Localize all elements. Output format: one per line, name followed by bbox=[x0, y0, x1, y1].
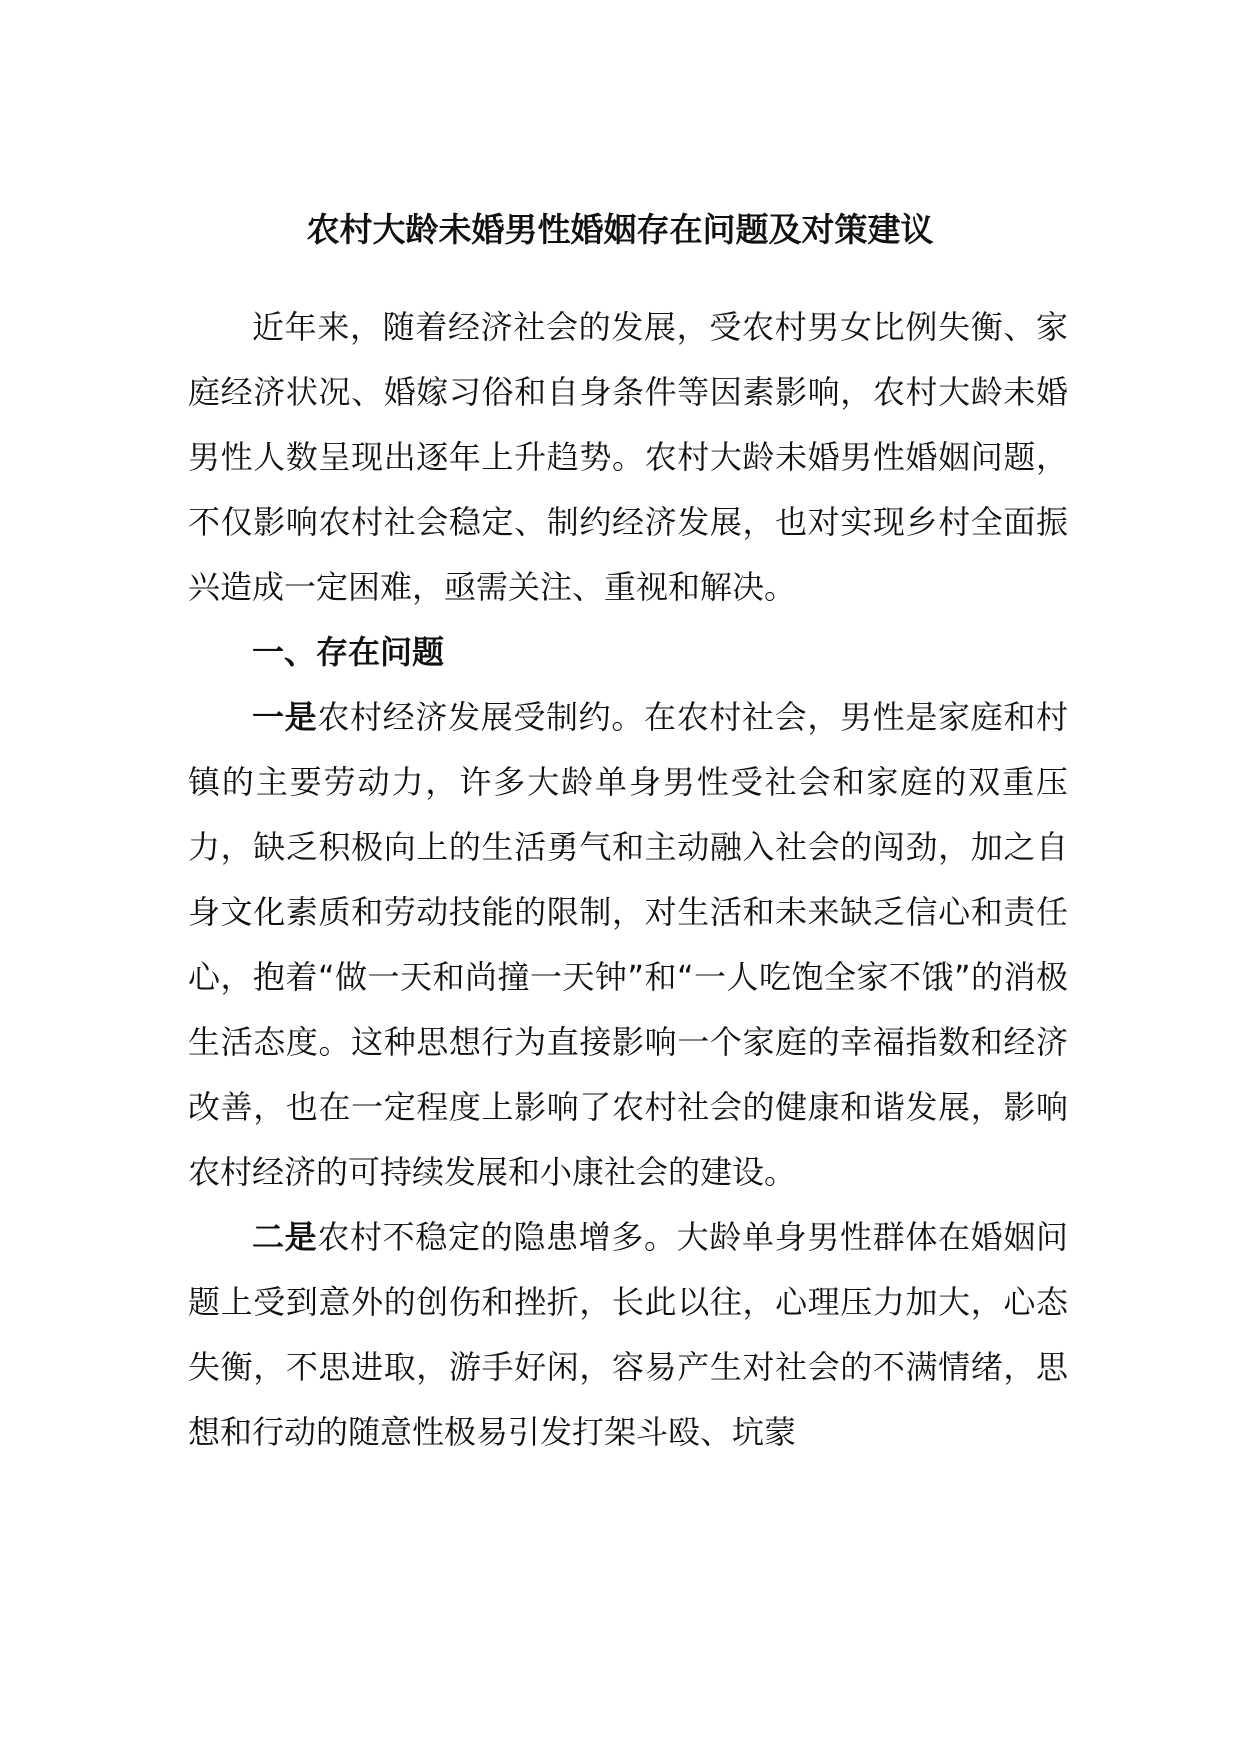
section-heading: 一、存在问题 bbox=[252, 633, 445, 671]
paragraph-text: 农村经济发展受制约。在农村社会，男性是家庭和村镇的主要劳动力，许多大龄单身男性受社会和家庭的双重压力，缺乏积极向上的生活勇气和主动融入社会的闯劲，加之自身文化素质和劳动技能的限制，对生活和未来缺乏信心和责任心，抱着“做一天和尚撞一天钟”和“一人吃饱全家不饿”的消极生活态度。这种思想行为直接影响一个家庭的幸福指数和经济改善，也在一定程度上影响了农村社会的健康和谐发展，影响农村经济的可持续发展和小康社会的建设。 bbox=[188, 698, 1068, 1191]
paragraph-lead: 一是 bbox=[252, 698, 318, 736]
paragraph-text: 农村不稳定的隐患增多。大龄单身男性群体在婚姻问题上受到意外的创伤和挫折，长此以往，心理压力加大，心态失衡，不思进取，游手好闲，容易产生对社会的不满情绪，思想和行动的随意性极易引发打架斗殴、坑蒙 bbox=[188, 1218, 1068, 1451]
document-title: 农村大龄未婚男性婚姻存在问题及对策建议 bbox=[306, 210, 934, 249]
intro-paragraph: 近年来，随着经济社会的发展，受农村男女比例失衡、家庭经济状况、婚嫁习俗和自身条件等因素影响，农村大龄未婚男性人数呈现出逐年上升趋势。农村大龄未婚男性婚姻问题，不仅影响农村社会稳定、制约经济发展，也对实现乡村全面振兴造成一定困难，亟需关注、重视和解决。 bbox=[188, 308, 1068, 606]
paragraph-lead: 二是 bbox=[252, 1218, 318, 1256]
problem-paragraph-2 bbox=[188, 1205, 1068, 1465]
document-body bbox=[188, 295, 1068, 1465]
problem-paragraph-1 bbox=[188, 685, 1068, 1205]
